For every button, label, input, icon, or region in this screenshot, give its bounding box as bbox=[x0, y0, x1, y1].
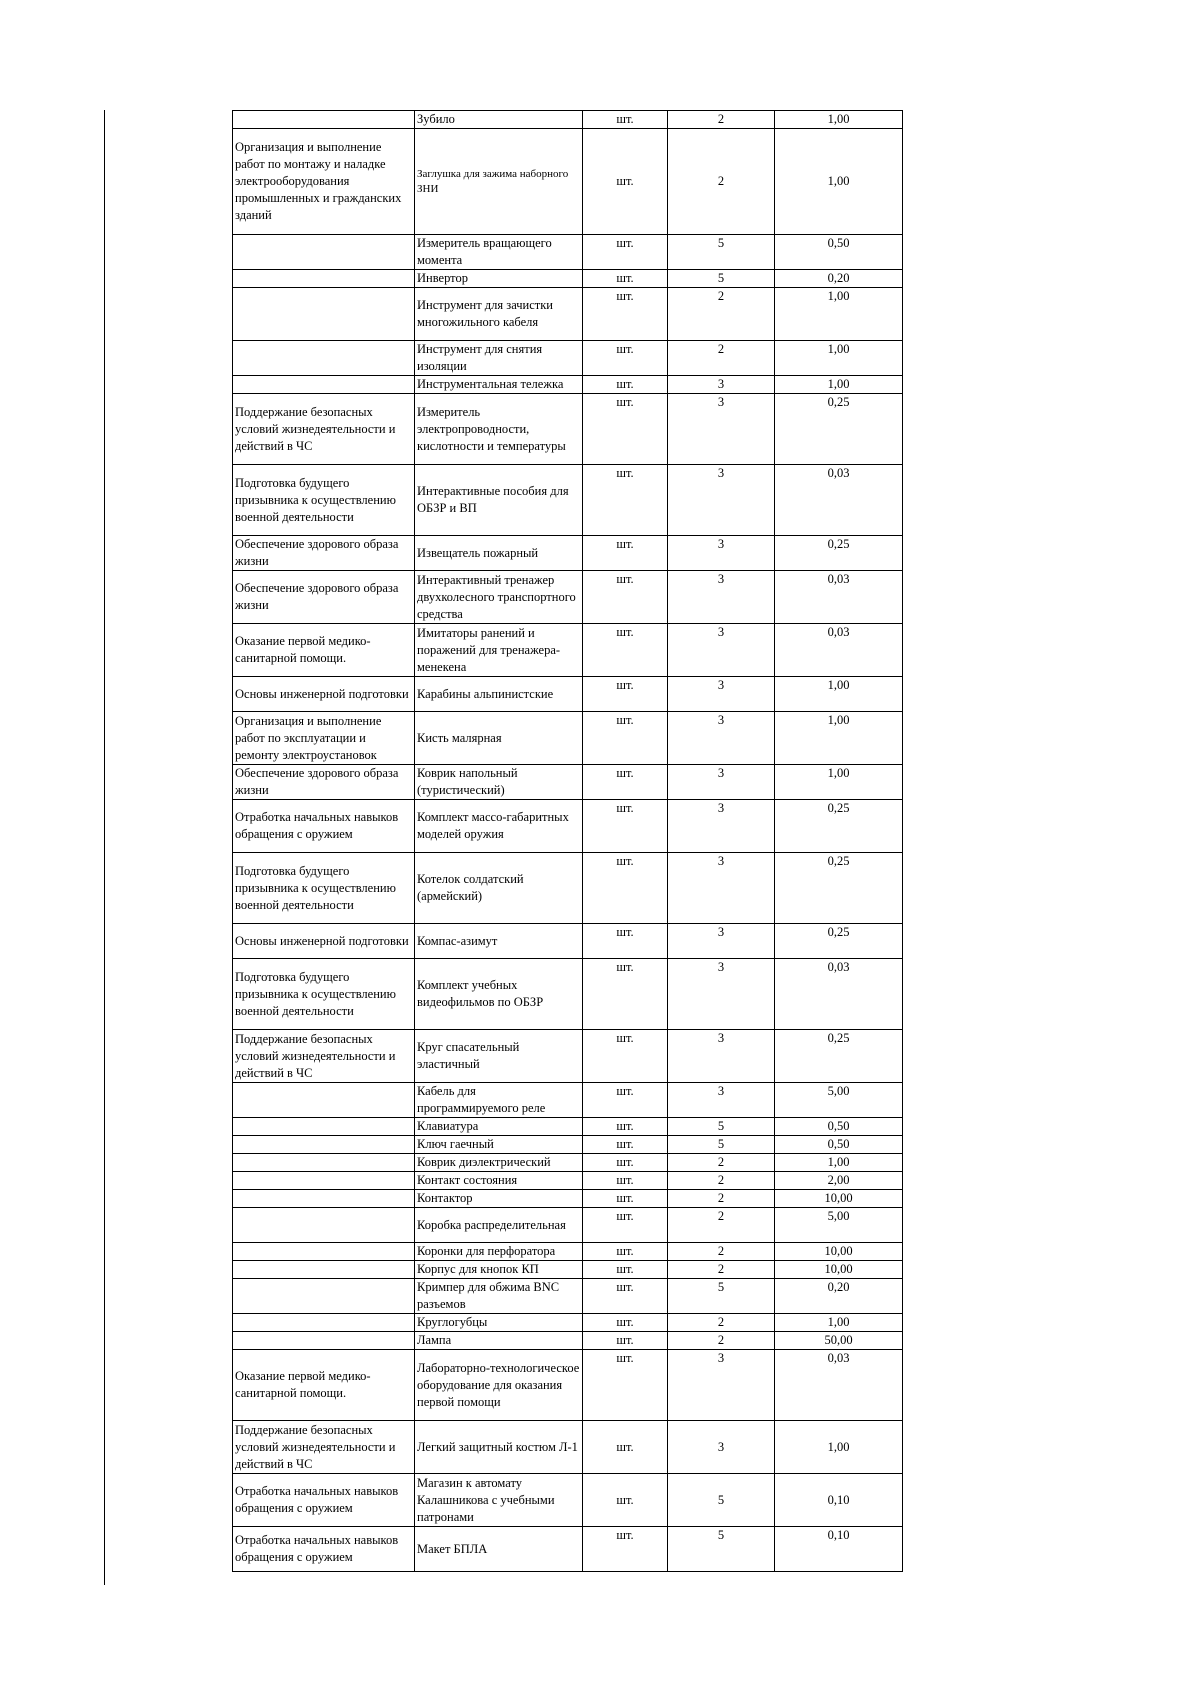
coefficient-cell: 10,00 bbox=[775, 1190, 903, 1208]
item-name-cell: Комплект учебных видеофильмов по ОБЗР bbox=[415, 959, 583, 1030]
activity-cell bbox=[233, 1136, 415, 1154]
coefficient-cell: 0,25 bbox=[775, 1030, 903, 1083]
unit-cell: шт. bbox=[583, 924, 668, 959]
item-name-cell: Лампа bbox=[415, 1332, 583, 1350]
unit-cell: шт. bbox=[583, 1083, 668, 1118]
coefficient-cell: 1,00 bbox=[775, 376, 903, 394]
unit-cell: шт. bbox=[583, 571, 668, 624]
activity-cell: Подготовка будущего призывника к осуществлению военной деятельности bbox=[233, 465, 415, 536]
activity-cell: Оказание первой медико-санитарной помощи. bbox=[233, 624, 415, 677]
quantity-cell: 3 bbox=[668, 1030, 775, 1083]
unit-cell: шт. bbox=[583, 765, 668, 800]
quantity-cell: 2 bbox=[668, 111, 775, 129]
quantity-cell: 2 bbox=[668, 1261, 775, 1279]
item-name-cell: Кисть малярная bbox=[415, 712, 583, 765]
table-row bbox=[233, 1279, 903, 1314]
item-name-cell: Корпус для кнопок КП bbox=[415, 1261, 583, 1279]
item-name-cell: Зубило bbox=[415, 111, 583, 129]
item-name-cell: Кабель для программируемого реле bbox=[415, 1083, 583, 1118]
unit-cell: шт. bbox=[583, 1421, 668, 1474]
table-row bbox=[233, 129, 903, 235]
unit-cell: шт. bbox=[583, 1208, 668, 1243]
quantity-cell: 3 bbox=[668, 800, 775, 853]
table-row bbox=[233, 1421, 903, 1474]
quantity-cell: 2 bbox=[668, 1190, 775, 1208]
activity-cell bbox=[233, 376, 415, 394]
page-margin-line bbox=[104, 110, 105, 1585]
unit-cell: шт. bbox=[583, 1030, 668, 1083]
coefficient-cell: 0,10 bbox=[775, 1527, 903, 1572]
unit-cell: шт. bbox=[583, 1118, 668, 1136]
table-row bbox=[233, 111, 903, 129]
quantity-cell: 2 bbox=[668, 1208, 775, 1243]
activity-cell bbox=[233, 341, 415, 376]
activity-cell bbox=[233, 111, 415, 129]
coefficient-cell: 10,00 bbox=[775, 1243, 903, 1261]
item-name-cell: Инструментальная тележка bbox=[415, 376, 583, 394]
coefficient-cell: 1,00 bbox=[775, 288, 903, 341]
quantity-cell: 3 bbox=[668, 853, 775, 924]
item-name-cell: Инструмент для снятия изоляции bbox=[415, 341, 583, 376]
quantity-cell: 2 bbox=[668, 129, 775, 235]
activity-cell bbox=[233, 1190, 415, 1208]
item-name-cell: Измеритель вращающего момента bbox=[415, 235, 583, 270]
activity-cell bbox=[233, 1314, 415, 1332]
quantity-cell: 5 bbox=[668, 270, 775, 288]
activity-cell bbox=[233, 1083, 415, 1118]
unit-cell: шт. bbox=[583, 1154, 668, 1172]
coefficient-cell: 1,00 bbox=[775, 111, 903, 129]
unit-cell: шт. bbox=[583, 1474, 668, 1527]
coefficient-cell: 1,00 bbox=[775, 765, 903, 800]
quantity-cell: 2 bbox=[668, 288, 775, 341]
unit-cell: шт. bbox=[583, 1136, 668, 1154]
item-name-cell: Коронки для перфоратора bbox=[415, 1243, 583, 1261]
item-name-cell: Лабораторно-технологическое оборудование для оказания первой помощи bbox=[415, 1350, 583, 1421]
item-name-cell: Кримпер для обжима BNC разъемов bbox=[415, 1279, 583, 1314]
activity-cell bbox=[233, 1154, 415, 1172]
unit-cell: шт. bbox=[583, 624, 668, 677]
coefficient-cell: 0,20 bbox=[775, 270, 903, 288]
item-name-cell: Коврик напольный (туристический) bbox=[415, 765, 583, 800]
table-row bbox=[233, 1136, 903, 1154]
table-row bbox=[233, 1030, 903, 1083]
coefficient-cell: 0,03 bbox=[775, 465, 903, 536]
activity-cell: Организация и выполнение работ по эксплуатации и ремонту электроустановок bbox=[233, 712, 415, 765]
table-row bbox=[233, 800, 903, 853]
activity-cell bbox=[233, 235, 415, 270]
unit-cell: шт. bbox=[583, 1172, 668, 1190]
quantity-cell: 3 bbox=[668, 624, 775, 677]
quantity-cell: 5 bbox=[668, 1474, 775, 1527]
coefficient-cell: 5,00 bbox=[775, 1208, 903, 1243]
activity-cell: Оказание первой медико-санитарной помощи. bbox=[233, 1350, 415, 1421]
table-row bbox=[233, 1154, 903, 1172]
activity-cell: Поддержание безопасных условий жизнедеятельности и действий в ЧС bbox=[233, 1421, 415, 1474]
table-row bbox=[233, 341, 903, 376]
quantity-cell: 5 bbox=[668, 235, 775, 270]
unit-cell: шт. bbox=[583, 376, 668, 394]
quantity-cell: 3 bbox=[668, 376, 775, 394]
quantity-cell: 5 bbox=[668, 1279, 775, 1314]
item-name-cell: Макет БПЛА bbox=[415, 1527, 583, 1572]
quantity-cell: 5 bbox=[668, 1527, 775, 1572]
item-name-cell: Имитаторы ранений и поражений для тренажера-менекена bbox=[415, 624, 583, 677]
activity-cell bbox=[233, 1332, 415, 1350]
coefficient-cell: 0,03 bbox=[775, 1350, 903, 1421]
table-row bbox=[233, 1332, 903, 1350]
table-row bbox=[233, 1172, 903, 1190]
coefficient-cell: 1,00 bbox=[775, 712, 903, 765]
unit-cell: шт. bbox=[583, 1279, 668, 1314]
coefficient-cell: 0,25 bbox=[775, 394, 903, 465]
quantity-cell: 3 bbox=[668, 959, 775, 1030]
item-name-cell: Клавиатура bbox=[415, 1118, 583, 1136]
coefficient-cell: 0,03 bbox=[775, 624, 903, 677]
quantity-cell: 3 bbox=[668, 536, 775, 571]
unit-cell: шт. bbox=[583, 800, 668, 853]
unit-cell: шт. bbox=[583, 465, 668, 536]
activity-cell: Поддержание безопасных условий жизнедеятельности и действий в ЧС bbox=[233, 1030, 415, 1083]
table-row bbox=[233, 571, 903, 624]
quantity-cell: 3 bbox=[668, 924, 775, 959]
activity-cell: Отработка начальных навыков обращения с оружием bbox=[233, 800, 415, 853]
table-row bbox=[233, 376, 903, 394]
item-name-cell: Измеритель электропроводности, кислотности и температуры bbox=[415, 394, 583, 465]
coefficient-cell: 0,25 bbox=[775, 853, 903, 924]
activity-cell: Отработка начальных навыков обращения с оружием bbox=[233, 1527, 415, 1572]
item-name-cell: Инвертор bbox=[415, 270, 583, 288]
unit-cell: шт. bbox=[583, 1350, 668, 1421]
item-name-cell: Котелок солдатский (армейский) bbox=[415, 853, 583, 924]
quantity-cell: 3 bbox=[668, 1350, 775, 1421]
coefficient-cell: 5,00 bbox=[775, 1083, 903, 1118]
unit-cell: шт. bbox=[583, 1527, 668, 1572]
equipment-table-body bbox=[233, 111, 903, 1572]
item-name-cell: Компас-азимут bbox=[415, 924, 583, 959]
unit-cell: шт. bbox=[583, 288, 668, 341]
activity-cell bbox=[233, 288, 415, 341]
unit-cell: шт. bbox=[583, 536, 668, 571]
unit-cell: шт. bbox=[583, 394, 668, 465]
activity-cell: Обеспечение здорового образа жизни bbox=[233, 765, 415, 800]
coefficient-cell: 0,50 bbox=[775, 1118, 903, 1136]
coefficient-cell: 1,00 bbox=[775, 341, 903, 376]
quantity-cell: 3 bbox=[668, 1421, 775, 1474]
equipment-table bbox=[232, 110, 903, 1572]
item-name-cell: Коврик диэлектрический bbox=[415, 1154, 583, 1172]
item-name-cell: Заглушка для зажима наборного ЗНИ bbox=[415, 129, 583, 235]
table-row bbox=[233, 235, 903, 270]
coefficient-cell: 50,00 bbox=[775, 1332, 903, 1350]
quantity-cell: 3 bbox=[668, 677, 775, 712]
table-row bbox=[233, 959, 903, 1030]
table-row bbox=[233, 465, 903, 536]
quantity-cell: 2 bbox=[668, 1332, 775, 1350]
table-row bbox=[233, 624, 903, 677]
coefficient-cell: 1,00 bbox=[775, 129, 903, 235]
coefficient-cell: 2,00 bbox=[775, 1172, 903, 1190]
coefficient-cell: 0,03 bbox=[775, 959, 903, 1030]
unit-cell: шт. bbox=[583, 959, 668, 1030]
unit-cell: шт. bbox=[583, 111, 668, 129]
coefficient-cell: 0,25 bbox=[775, 536, 903, 571]
coefficient-cell: 1,00 bbox=[775, 1154, 903, 1172]
table-row bbox=[233, 270, 903, 288]
table-row bbox=[233, 1190, 903, 1208]
item-name-cell: Инструмент для зачистки многожильного кабеля bbox=[415, 288, 583, 341]
table-row bbox=[233, 1261, 903, 1279]
quantity-cell: 3 bbox=[668, 571, 775, 624]
unit-cell: шт. bbox=[583, 270, 668, 288]
activity-cell bbox=[233, 1279, 415, 1314]
coefficient-cell: 0,10 bbox=[775, 1474, 903, 1527]
activity-cell: Основы инженерной подготовки bbox=[233, 677, 415, 712]
activity-cell: Поддержание безопасных условий жизнедеятельности и действий в ЧС bbox=[233, 394, 415, 465]
item-name-cell: Легкий защитный костюм Л-1 bbox=[415, 1421, 583, 1474]
activity-cell bbox=[233, 1118, 415, 1136]
unit-cell: шт. bbox=[583, 235, 668, 270]
table-row bbox=[233, 1208, 903, 1243]
quantity-cell: 3 bbox=[668, 465, 775, 536]
quantity-cell: 2 bbox=[668, 1172, 775, 1190]
activity-cell bbox=[233, 1261, 415, 1279]
activity-cell: Обеспечение здорового образа жизни bbox=[233, 536, 415, 571]
quantity-cell: 3 bbox=[668, 765, 775, 800]
table-row bbox=[233, 1243, 903, 1261]
activity-cell: Подготовка будущего призывника к осуществлению военной деятельности bbox=[233, 853, 415, 924]
coefficient-cell: 0,25 bbox=[775, 924, 903, 959]
coefficient-cell: 1,00 bbox=[775, 1421, 903, 1474]
item-name-cell: Контактор bbox=[415, 1190, 583, 1208]
coefficient-cell: 0,50 bbox=[775, 235, 903, 270]
table-row bbox=[233, 288, 903, 341]
table-row bbox=[233, 924, 903, 959]
quantity-cell: 2 bbox=[668, 341, 775, 376]
quantity-cell: 3 bbox=[668, 394, 775, 465]
coefficient-cell: 0,25 bbox=[775, 800, 903, 853]
table-row bbox=[233, 712, 903, 765]
item-name-cell: Интерактивные пособия для ОБЗР и ВП bbox=[415, 465, 583, 536]
item-name-cell: Коробка распределительная bbox=[415, 1208, 583, 1243]
quantity-cell: 3 bbox=[668, 1083, 775, 1118]
item-name-cell: Ключ гаечный bbox=[415, 1136, 583, 1154]
table-row bbox=[233, 1474, 903, 1527]
table-row bbox=[233, 1118, 903, 1136]
activity-cell bbox=[233, 1172, 415, 1190]
activity-cell bbox=[233, 1208, 415, 1243]
unit-cell: шт. bbox=[583, 1314, 668, 1332]
item-name-cell: Комплект массо-габаритных моделей оружия bbox=[415, 800, 583, 853]
table-row bbox=[233, 1083, 903, 1118]
coefficient-cell: 1,00 bbox=[775, 677, 903, 712]
unit-cell: шт. bbox=[583, 129, 668, 235]
item-name-cell: Круг спасательный эластичный bbox=[415, 1030, 583, 1083]
item-name-cell: Интерактивный тренажер двухколесного транспортного средства bbox=[415, 571, 583, 624]
unit-cell: шт. bbox=[583, 853, 668, 924]
unit-cell: шт. bbox=[583, 1190, 668, 1208]
activity-cell bbox=[233, 270, 415, 288]
activity-cell: Организация и выполнение работ по монтажу и наладке электрооборудования промышленных и гражданских зданий bbox=[233, 129, 415, 235]
coefficient-cell: 0,03 bbox=[775, 571, 903, 624]
table-row bbox=[233, 853, 903, 924]
unit-cell: шт. bbox=[583, 1332, 668, 1350]
activity-cell: Отработка начальных навыков обращения с оружием bbox=[233, 1474, 415, 1527]
coefficient-cell: 0,50 bbox=[775, 1136, 903, 1154]
quantity-cell: 2 bbox=[668, 1154, 775, 1172]
unit-cell: шт. bbox=[583, 712, 668, 765]
quantity-cell: 2 bbox=[668, 1243, 775, 1261]
table-row bbox=[233, 677, 903, 712]
item-name-cell: Магазин к автомату Калашникова с учебными патронами bbox=[415, 1474, 583, 1527]
table-row bbox=[233, 394, 903, 465]
coefficient-cell: 1,00 bbox=[775, 1314, 903, 1332]
unit-cell: шт. bbox=[583, 1261, 668, 1279]
quantity-cell: 3 bbox=[668, 712, 775, 765]
quantity-cell: 5 bbox=[668, 1118, 775, 1136]
quantity-cell: 5 bbox=[668, 1136, 775, 1154]
item-name-cell: Контакт состояния bbox=[415, 1172, 583, 1190]
coefficient-cell: 0,20 bbox=[775, 1279, 903, 1314]
unit-cell: шт. bbox=[583, 341, 668, 376]
unit-cell: шт. bbox=[583, 1243, 668, 1261]
activity-cell bbox=[233, 1243, 415, 1261]
table-row bbox=[233, 765, 903, 800]
activity-cell: Обеспечение здорового образа жизни bbox=[233, 571, 415, 624]
table-row bbox=[233, 1527, 903, 1572]
coefficient-cell: 10,00 bbox=[775, 1261, 903, 1279]
unit-cell: шт. bbox=[583, 677, 668, 712]
activity-cell: Подготовка будущего призывника к осуществлению военной деятельности bbox=[233, 959, 415, 1030]
quantity-cell: 2 bbox=[668, 1314, 775, 1332]
activity-cell: Основы инженерной подготовки bbox=[233, 924, 415, 959]
item-name-cell: Круглогубцы bbox=[415, 1314, 583, 1332]
table-row bbox=[233, 1314, 903, 1332]
table-row bbox=[233, 1350, 903, 1421]
table-row bbox=[233, 536, 903, 571]
item-name-cell: Карабины альпинистские bbox=[415, 677, 583, 712]
item-name-cell: Извещатель пожарный bbox=[415, 536, 583, 571]
